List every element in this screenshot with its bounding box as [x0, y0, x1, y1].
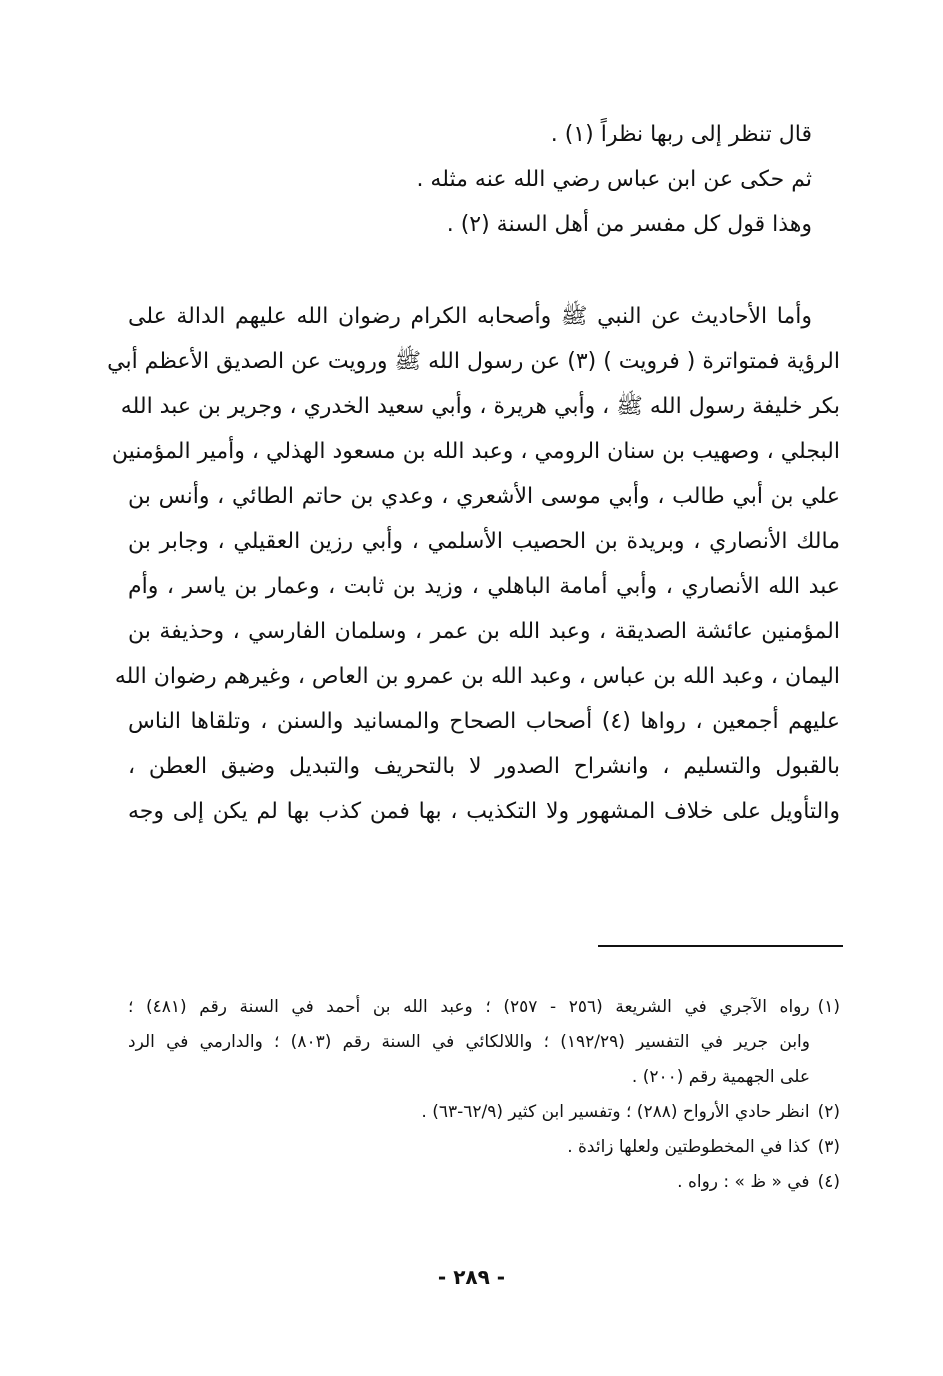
footnote-text: كذا في المخطوطتين ولعلها زائدة . — [567, 1137, 810, 1157]
text-line: بكر خليفة رسول الله ﷺ ، وأبي هريرة ، وأبي سعيد الخدري ، وجرير بن عبد الله — [120, 394, 840, 419]
text-line: الرؤية فمتواترة ( فرويت ) (٣) عن رسول الله ﷺ ورويت عن الصديق الأعظم أبي — [107, 349, 840, 374]
footnote-marker: (٤) — [817, 1172, 840, 1192]
text-line: مالك الأنصاري ، وبريدة بن الحصيب الأسلمي ، وأبي رزين العقيلي ، وجابر بن — [128, 529, 840, 554]
text-line: ثم حكى عن ابن عباس رضي الله عنه مثله . — [416, 167, 812, 192]
text-line: علي بن أبي طالب ، وأبي موسى الأشعري ، وعدي بن حاتم الطائي ، وأنس بن — [128, 484, 840, 509]
text-line: وهذا قول كل مفسر من أهل السنة (٢) . — [446, 212, 812, 237]
footnote-1 — [128, 990, 840, 1025]
footnote-1-continued: على الجهمية رقم (٢٠٠) . — [631, 1067, 810, 1087]
page-number: - ٢٨٩ - — [437, 1265, 506, 1289]
footnote-marker: (٢) — [817, 1102, 840, 1122]
footnote-1-continued: وابن جرير في التفسير (١٩٢/٢٩) ؛ واللالكائي في السنة رقم (٨٠٣) ؛ والدارمي في الرد — [128, 1032, 810, 1052]
text-line: عليهم أجمعين ، رواها (٤) أصحاب الصحاح والمسانيد والسنن ، وتلقاها الناس — [128, 709, 840, 734]
footnote-3 — [128, 1130, 840, 1165]
intro-block — [128, 112, 840, 247]
main-paragraph — [107, 294, 840, 834]
footnote-text: انظر حادي الأرواح (٢٨٨) ؛ وتفسير ابن كثير (٦٢/٩-٦٣) . — [421, 1102, 810, 1122]
footnote-text: في « ظ » : رواه . — [677, 1172, 810, 1192]
footnote-marker: (١) — [817, 997, 841, 1017]
text-line: قال تنظر إلى ربها نظراً (١) . — [550, 122, 812, 147]
text-line: والتأويل على خلاف المشهور ولا التكذيب ، بها فمن كذب بها لم يكن إلى وجه — [128, 799, 840, 824]
text-line: بالقبول والتسليم ، وانشراح الصدور لا بالتحريف والتبديل وضيق العطن ، — [128, 754, 840, 779]
text-line: البجلي ، وصهيب بن سنان الرومي ، وعبد الله بن مسعود الهذلي ، وأمير المؤمنين — [111, 439, 840, 464]
text-line: عبد الله الأنصاري ، وأبي أمامة الباهلي ، وزيد بن ثابت ، وعمار بن ياسر ، وأم — [128, 574, 840, 599]
footnote-2 — [128, 1095, 840, 1130]
text-line: وأما الأحاديث عن النبي ﷺ وأصحابه الكرام رضوان الله عليهم الدالة على — [128, 304, 812, 329]
footnotes — [128, 990, 840, 1200]
footnote-divider — [598, 945, 843, 947]
footnote-marker: (٣) — [817, 1137, 840, 1157]
text-line: اليمان ، وعبد الله بن عباس ، وعبد الله بن عمرو بن العاص ، وغيرهم رضوان الله — [114, 664, 840, 689]
footnote-4 — [128, 1165, 840, 1200]
footnote-text: رواه الآجري في الشريعة (٢٥٦ - ٢٥٧) ؛ وعبد الله بن أحمد في السنة رقم (٤٨١) ؛ — [128, 997, 810, 1017]
text-line: المؤمنين عائشة الصديقة ، وعبد الله بن عمر ، وسلمان الفارسي ، وحذيفة بن — [128, 619, 840, 644]
